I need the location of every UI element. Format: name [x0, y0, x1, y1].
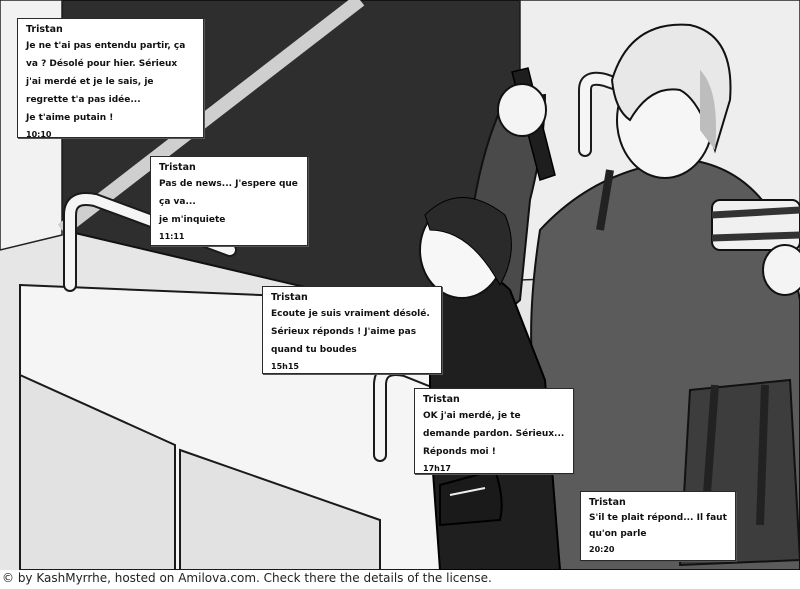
message-line: OK j'ai merdé, je te [423, 411, 521, 421]
message-time: 11:11 [159, 232, 185, 241]
message-line: Pas de news... J'espere que [159, 179, 298, 189]
message-sender: Tristan [159, 162, 196, 173]
message-line: Je ne t'ai pas entendu partir, ça [26, 41, 186, 51]
message-time: 17h17 [423, 464, 451, 473]
character-hand [498, 84, 546, 136]
message-time: 10:10 [26, 130, 52, 139]
message-sender: Tristan [589, 497, 626, 508]
message-time: 15h15 [271, 362, 299, 371]
message-time: 20:20 [589, 545, 615, 554]
message-line: je m'inquiete [159, 215, 226, 225]
message-line: va ? Désolé pour hier. Sérieux [26, 59, 178, 69]
message-sender: Tristan [26, 24, 63, 35]
message-bubble-2 [150, 156, 308, 246]
message-line: regrette t'a pas idée... [26, 95, 141, 105]
license-credit: © by KashMyrrhe, hosted on Amilova.com. Check there the details of the license. [2, 571, 492, 585]
message-line: j'ai merdé et je le sais, je [26, 77, 154, 87]
character-knee-hand [763, 245, 800, 295]
message-sender: Tristan [423, 394, 460, 405]
message-line: Je t'aime putain ! [26, 113, 114, 123]
message-line: ça va... [159, 197, 196, 207]
message-line: qu'on parle [589, 529, 647, 539]
message-line: Ecoute je suis vraiment désolé. [271, 309, 430, 319]
bag-strap-2 [760, 385, 765, 525]
message-line: S'il te plait répond... Il faut [589, 513, 727, 523]
message-bubble-5 [580, 491, 736, 561]
message-line: Sérieux réponds ! J'aime pas [271, 327, 417, 337]
message-bubble-4 [414, 388, 574, 474]
message-line: quand tu boudes [271, 345, 357, 355]
message-line: Réponds moi ! [423, 447, 496, 457]
message-sender: Tristan [271, 292, 308, 303]
message-bubble-3 [262, 286, 442, 374]
strap-band-2 [712, 235, 800, 238]
strap-band-1 [712, 210, 800, 215]
message-bubble-1 [17, 18, 204, 138]
message-line: demande pardon. Sérieux... [423, 429, 565, 439]
